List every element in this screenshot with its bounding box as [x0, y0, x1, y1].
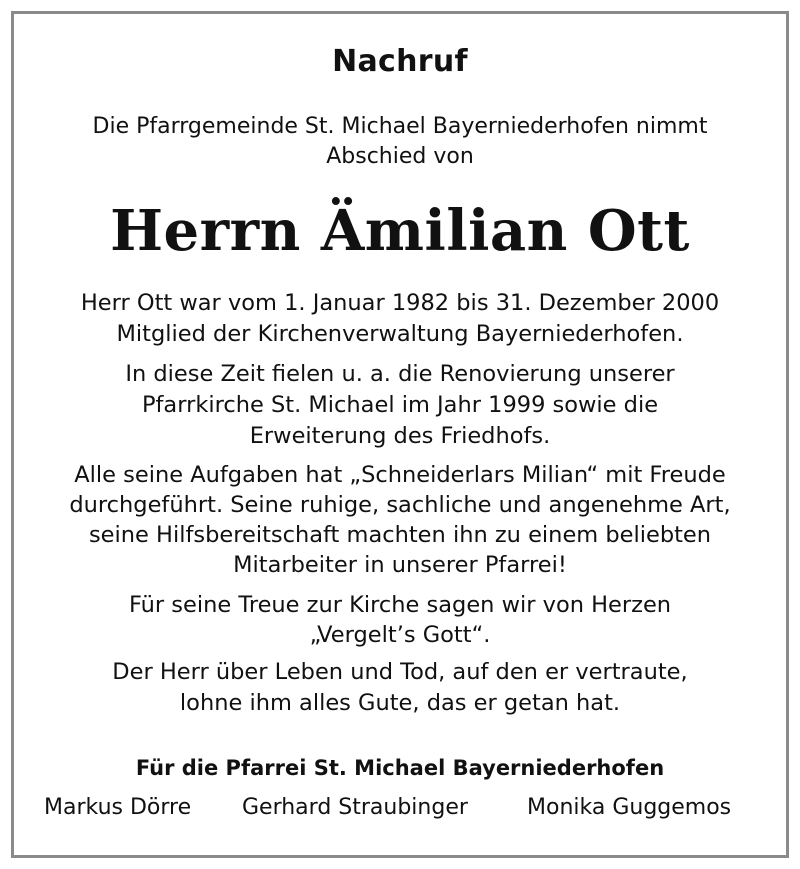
paragraph-2-line-3: Erweiterung des Friedhofs.	[249, 423, 551, 449]
paragraph-3-line-3: seine Hilfsbereitschaft machten ihn zu einem beliebten	[88, 522, 712, 548]
paragraph-5-line-2: lohne ihm alles Gute, das er getan hat.	[179, 690, 621, 716]
deceased-name: Herrn Ämilian Ott	[110, 198, 690, 264]
signers-row	[0, 795, 800, 825]
paragraph-4-line-2: „Vergelt’s Gott“.	[309, 622, 491, 648]
paragraph-3-line-2: durchgeführt. Seine ruhige, sachliche und angenehme Art,	[69, 492, 731, 518]
signer-1: Markus Dörre	[44, 795, 192, 820]
signature-heading: Für die Pfarrei St. Michael Bayerniederhofen	[135, 756, 665, 780]
paragraph-4-line-1: Für seine Treue zur Kirche sagen wir von Herzen	[128, 592, 672, 618]
paragraph-3-line-4: Mitarbeiter in unserer Pfarrei!	[233, 552, 567, 578]
paragraph-5-line-1: Der Herr über Leben und Tod, auf den er vertraute,	[112, 659, 688, 685]
intro-line-2: Abschied von	[326, 144, 474, 169]
paragraph-1-line-2: Mitglied der Kirchenverwaltung Bayerniederhofen.	[116, 321, 684, 347]
signer-3: Monika Guggemos	[527, 795, 732, 820]
intro-line-1: Die Pfarrgemeinde St. Michael Bayerniederhofen nimmt	[92, 114, 708, 139]
paragraph-2-line-1: In diese Zeit fielen u. a. die Renovierung unserer	[125, 361, 675, 387]
signer-2: Gerhard Straubinger	[242, 795, 468, 820]
obituary-title: Nachruf	[332, 44, 468, 79]
paragraph-1-line-1: Herr Ott war vom 1. Januar 1982 bis 31. Dezember 2000	[80, 290, 720, 316]
paragraph-2-line-2: Pfarrkirche St. Michael im Jahr 1999 sowie die	[141, 392, 659, 418]
paragraph-3-line-1: Alle seine Aufgaben hat „Schneiderlars Milian“ mit Freude	[74, 462, 726, 488]
